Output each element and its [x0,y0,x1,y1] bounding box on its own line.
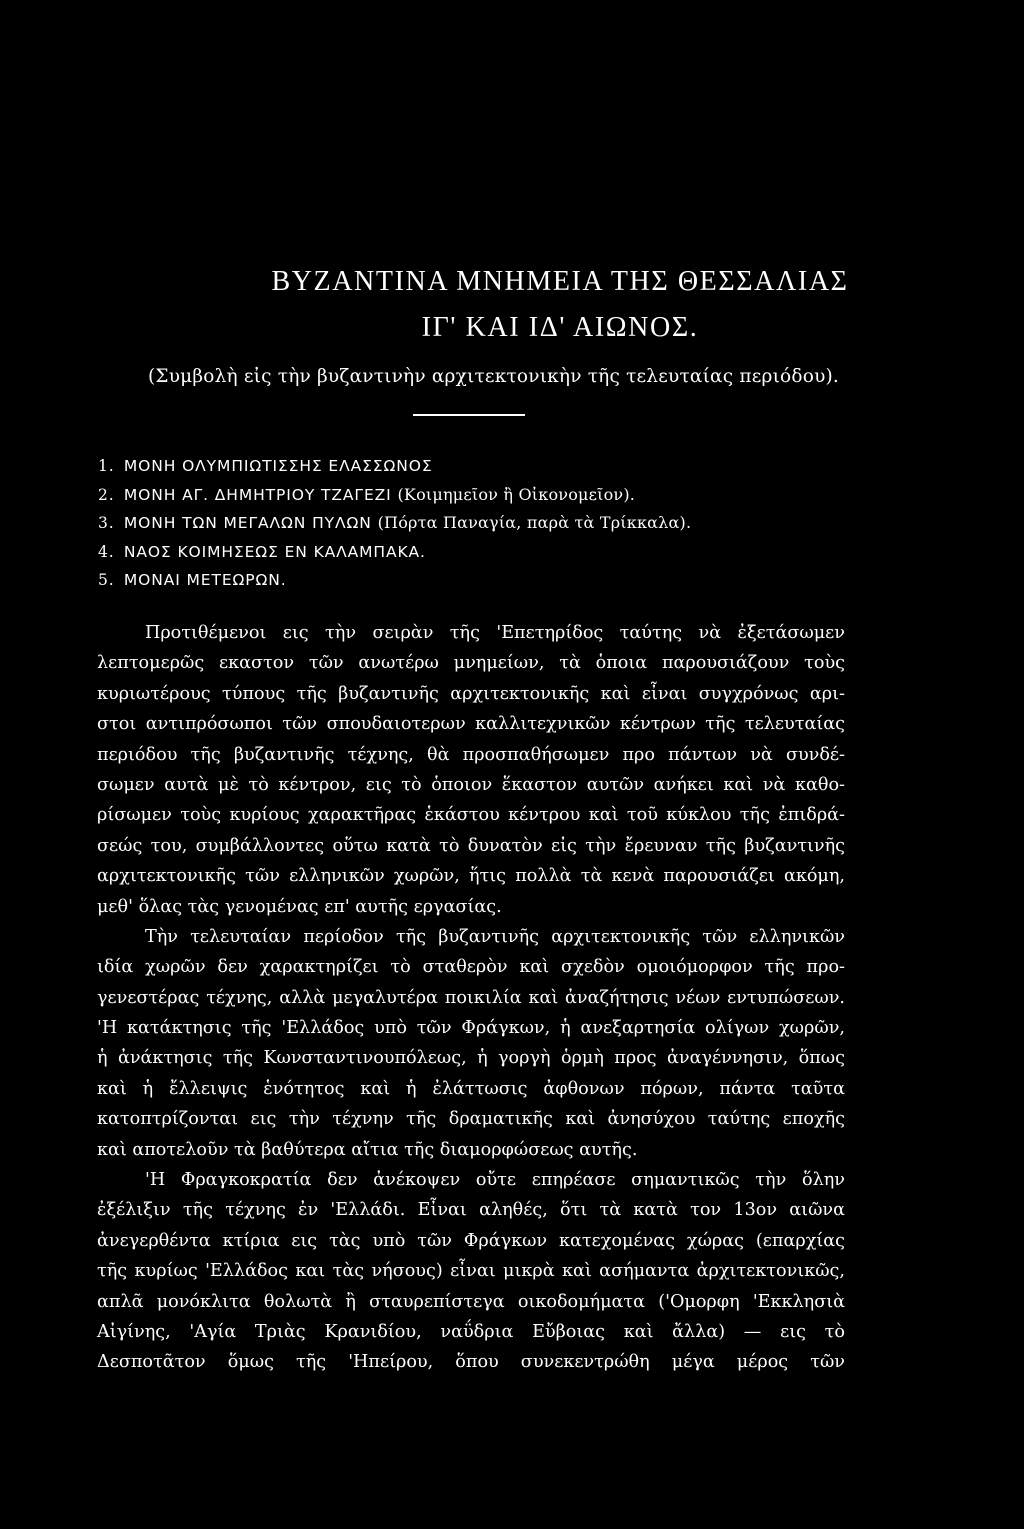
body-line: σεώς του, συμβάλλοντες οὕτω κατὰ τὸ δυνατὸν εἰς τὴν ἔρευναν τῆς βυζαντινῆς [97,835,845,856]
contents-item [98,509,691,538]
contents-item [98,538,691,567]
document-title-centuries: ΙΓ' ΚΑΙ ΙΔ' ΑΙΩΝΟΣ. [421,312,699,343]
body-line: στοι αντιπρόσωποι τῶν σπουδαιοτερων καλλιτεχνικῶν κέντρων τῆς τελευταίας [97,714,845,735]
contents-item-text: ΝΑΟΣ ΚΟΙΜΗΣΕΩΣ ΕΝ ΚΑΛΑΜΠΑΚΑ. [123,542,426,561]
contents-item-text: ΜΟΝΗ ΑΓ. ΔΗΜΗΤΡΙΟΥ ΤΖΑΓΕΖΙ [123,485,392,504]
body-line: κατοπτρίζονται εις τὴν τέχνην τῆς δραματικῆς καὶ ἀνησύχου ταύτης εποχῆς [97,1109,845,1130]
body-line: Προτιθέμενοι εις τὴν σειρὰν τῆς 'Επετηρίδος ταύτης νὰ ἐξετάσωμεν [145,623,845,643]
contents-item-number: 3. [98,514,115,532]
contents-item-number: 5. [98,571,115,589]
body-line: λεπτομερῶς εκαστον τῶν ανωτέρω μνημείων, τὰ ὁποια παρουσιάζουν τοὺς [97,653,845,674]
body-line: Τὴν τελευταίαν περίοδον τῆς βυζαντινῆς αρχιτεκτονικῆς τῶν ελληνικῶν [145,926,845,947]
body-line: γενεστέρας τέχνης, αλλὰ μεγαλυτέρα ποικιλία καὶ ἀναζήτησις νέων εντυπώσεων. [97,987,845,1008]
body-line: 'Η κατάκτησις τῆς 'Ελλάδος υπὸ τῶν Φράγκων, ἡ ανεξαρτησία ολίγων χωρῶν, [97,1018,845,1039]
body-line: Αἰγίνης, 'Αγία Τριὰς Κρανιδίου, ναΰδρια Εὔβοιας καὶ ἄλλα) — εις τὸ [97,1321,845,1342]
contents-list [98,452,691,595]
contents-item-number: 4. [98,542,115,561]
contents-item-number: 1. [98,457,115,475]
body-line: μεθ' ὅλας τὰς γενομένας επ' αυτῆς εργασίας. [97,896,502,917]
body-line: ἡ ἀνάκτησις τῆς Κωνσταντινουπόλεως, ἡ γοργὴ ὁρμὴ προς ἀναγέννησιν, ὅπως [97,1048,845,1069]
body-line: καὶ αποτελοῦν τὰ βαθύτερα αἴτια τῆς διαμορφώσεως αυτῆς. [97,1139,638,1160]
contents-item-text: ΜΟΝΑΙ ΜΕΤΕΩΡΩΝ. [123,571,287,589]
title-divider [413,414,525,416]
body-line: ἀνεγερθέντα κτίρια εις τὰς υπὸ τῶν Φράγκων κατεχομένας χώρας (επαρχίας [97,1230,845,1251]
contents-item-note: (Κοιμημεῖον ἢ Οἰκονομεῖον). [397,484,636,504]
contents-item-text: ΜΟΝΗ ΤΩΝ ΜΕΓΑΛΩΝ ΠΥΛΩΝ [123,514,372,532]
body-line: τῆς κυρίως 'Ελλάδος και τὰς νήσους) εἶναι μικρὰ καὶ ασήμαντα ἀρχιτεκτονικῶς, [97,1261,845,1282]
contents-item-note: (Πόρτα Παναγία, παρὰ τὰ Τρίκκαλα). [377,513,692,532]
body-line: κυριωτέρους τύπους τῆς βυζαντινῆς αρχιτεκτονικῆς καὶ εἶναι συγχρόνως αρι- [97,683,845,704]
body-line: αρχιτεκτονικῆς τῶν ελληνικῶν χωρῶν, ἥτις πολλὰ τὰ κενὰ παρουσιάζει ακόμη, [97,866,845,887]
body-line: καὶ ἡ ἔλλειψις ἑνότητος καὶ ἡ ἐλάττωσις ἀφθονων πόρων, πάντα ταῦτα [97,1078,845,1099]
document-title: BYZANTINA ΜΝΗΜΕΙΑ ΤΗΣ ΘΕΣΣΑΛΙΑΣ [271,266,849,297]
contents-item [98,566,691,595]
body-line: 'Η Φραγκοκρατία δεν ἀνέκοψεν οὔτε επηρέασε σημαντικῶς τὴν ὅλην [145,1170,845,1191]
body-line: ρίσωμεν τοὺς κυρίους χαρακτῆρας ἑκάστου κέντρου καὶ τοῦ κύκλου τῆς ἐπιδρά- [97,805,845,826]
document-subtitle: (Συμβολὴ εἰς τὴν βυζαντινὴν αρχιτεκτονικὴν τῆς τελευταίας περιόδου). [148,366,840,387]
body-line: απλᾶ μονόκλιτα θολωτὰ ἢ σταυρεπίστεγα οικοδομήματα ('Ομορφη 'Εκκλησιὰ [97,1291,845,1312]
contents-item [98,452,691,481]
body-line: Δεσποτᾶτον ὅμως τῆς 'Ηπείρου, ὅπου συνεκεντρώθη μέγα μέρος τῶν [97,1352,845,1373]
body-line: ἐξέλιξιν τῆς τέχνης ἐν 'Ελλάδι. Εἶναι αληθές, ὅτι τὰ κατὰ τον 13ον αιῶνα [97,1200,845,1221]
contents-item [98,481,691,510]
body-line: σωμεν αυτὰ μὲ τὸ κέντρον, εις τὸ ὁποιον ἕκαστον αυτῶν ανήκει καὶ νὰ καθο- [97,774,845,795]
body-text [97,618,845,1378]
body-line: ιδία χωρῶν δεν χαρακτηρίζει τὸ σταθερὸν καὶ σχεδὸν ομοιόμορφον τῆς προ- [97,957,845,978]
body-line: περιόδου τῆς βυζαντινῆς τέχνης, θὰ προσπαθήσωμεν προ πάντων νὰ συνδέ- [97,744,845,765]
contents-item-number: 2. [98,485,115,504]
contents-item-text: ΜΟΝΗ ΟΛΥΜΠΙΩΤΙΣΣΗΣ ΕΛΑΣΣΩΝΟΣ [123,457,433,475]
